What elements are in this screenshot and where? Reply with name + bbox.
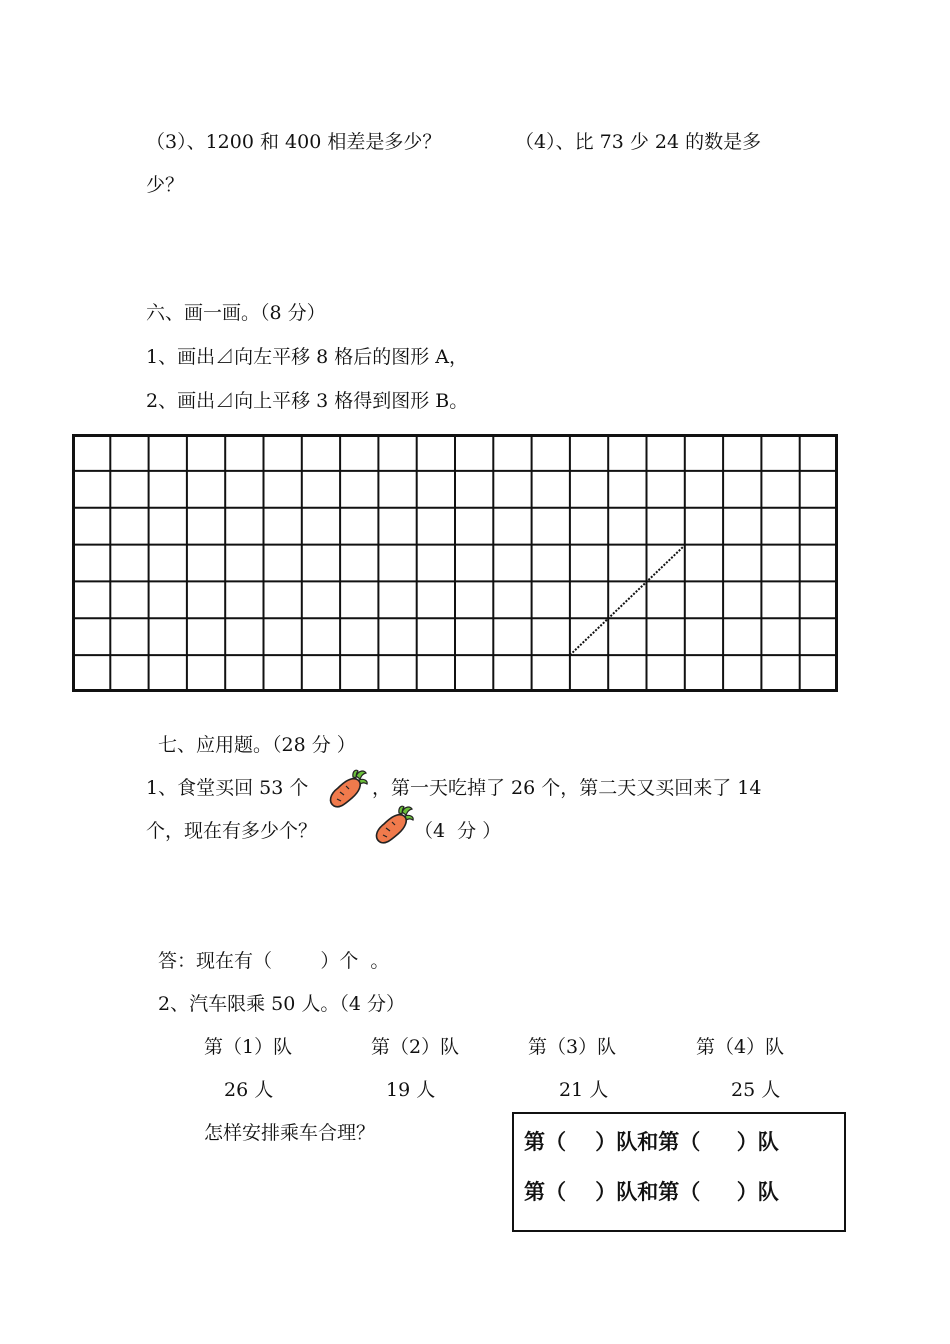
question-7-1-text-a: 1、食堂买回 53 个 xyxy=(146,777,309,799)
team-3-people: 21 人 xyxy=(559,1079,609,1101)
carrot-icon xyxy=(372,804,416,848)
section-6-item-1: 1、画出⊿向左平移 8 格后的图形 A， xyxy=(146,346,469,368)
section-7-title: 七、应用题。（28 分 ） xyxy=(158,734,356,756)
team-2-label: 第（2）队 xyxy=(371,1036,460,1058)
triangle-hypotenuse xyxy=(570,546,684,655)
team-3-label: 第（3）队 xyxy=(528,1036,617,1058)
question-7-1-text-c: 个，现在有多少个？ xyxy=(146,820,318,842)
question-7-2-title: 2、汽车限乘 50 人。（4 分） xyxy=(158,993,405,1015)
answer-box-line-2: 第（ ）队和第（ ）队 xyxy=(524,1180,779,1204)
team-4-people: 25 人 xyxy=(731,1079,781,1101)
question-5-4: （4）、比 73 少 24 的数是多 xyxy=(515,131,762,153)
question-7-1-answer: 答：现在有（ ）个 。 xyxy=(158,950,390,972)
team-1-label: 第（1）队 xyxy=(204,1036,293,1058)
section-6-title: 六、画一画。（8 分） xyxy=(146,302,326,324)
question-5-3: （3）、1200 和 400 相差是多少？ xyxy=(146,131,442,153)
team-1-people: 26 人 xyxy=(224,1079,274,1101)
question-7-2-question: 怎样安排乘车合理？ xyxy=(204,1122,376,1144)
question-7-1-score: （4 分 ） xyxy=(414,820,502,842)
question-5-4-continued: 少？ xyxy=(146,174,185,196)
section-6-item-2: 2、画出⊿向上平移 3 格得到图形 B。 xyxy=(146,390,469,412)
drawing-grid xyxy=(72,434,838,692)
question-7-1-text-b: ，第一天吃掉了 26 个，第二天又买回来了 14 xyxy=(372,777,762,799)
carrot-icon xyxy=(326,768,370,812)
team-4-label: 第（4）队 xyxy=(696,1036,785,1058)
team-2-people: 19 人 xyxy=(386,1079,436,1101)
answer-box-line-1: 第（ ）队和第（ ）队 xyxy=(524,1130,779,1154)
